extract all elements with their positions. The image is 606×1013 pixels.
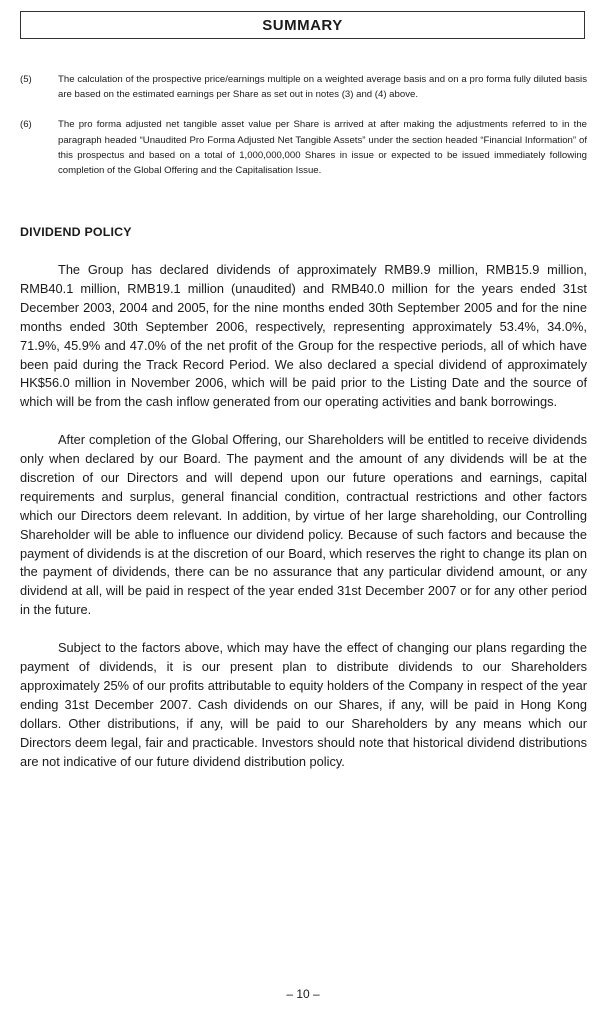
notes-list xyxy=(20,72,587,193)
page-number: – 10 – xyxy=(286,987,320,1001)
body-paragraph: The Group has declared dividends of approximately RMB9.9 million, RMB15.9 million, RMB40.1 million, RMB19.1 million (unaudited) and RMB40.0 million for the years ended 31st December 2003, 2004 and 2005, for the nine months ended 30th September 2005 and for the nine months ended 30th September 2006, respectively, representing approximately 53.4%, 34.0%, 71.9%, 45.9% and 47.0% of the net profit of the Group for the respective periods, all of which have been paid during the Track Record Period. We also declared a special dividend of approximately HK$56.0 million in November 2006, which will be paid prior to the Listing Date and the source of which will be from the cash inflow generated from our operating activities and bank borrowings. xyxy=(20,262,587,410)
note-text: The calculation of the prospective price/earnings multiple on a weighted average basis and on a pro forma fully diluted basis are based on the estimated earnings per Share as set out in notes (3) and (4) above. xyxy=(58,74,587,101)
summary-header-box xyxy=(20,11,585,39)
body-paragraph: After completion of the Global Offering, our Shareholders will be entitled to receive dividends only when declared by our Board. The payment and the amount of any dividends will be at the discretion of our Directors and will depend upon our future operations and earnings, capital requirements and surplus, general financial condition, contractual restrictions and other factors which our Directors deem relevant. In addition, by virtue of her large shareholding, our Controlling Shareholder will be able to influence our dividend policy. Because of such factors and because the payment of dividends is at the discretion of our Board, which reserves the right to change its plan on the payment of dividends, there can be no assurance that any particular dividend amount, or any dividend at all, will be paid in respect of the year ended 31st December 2007 or for any other period in the future. xyxy=(20,432,587,618)
note-number: (6) xyxy=(20,119,32,131)
page-title: SUMMARY xyxy=(262,16,343,34)
section-heading: DIVIDEND POLICY xyxy=(20,225,132,239)
note-item xyxy=(20,117,587,178)
note-number: (5) xyxy=(20,74,32,85)
section-body xyxy=(20,261,587,790)
note-item xyxy=(20,72,587,102)
body-paragraph: Subject to the factors above, which may have the effect of changing our plans regarding the payment of dividends, it is our present plan to distribute dividends to our Shareholders approximately 25% of our profits attributable to equity holders of the Company in respect of the year ending 31st December 2007. Cash dividends on our Shares, if any, will be paid in Hong Kong dollars. Other distributions, if any, will be paid to our Shareholders by any means which our Directors deem legal, fair and practicable. Investors should note that historical dividend distributions are not indicative of our future dividend distribution policy. xyxy=(20,640,587,769)
note-text: The pro forma adjusted net tangible asset value per Share is arrived at after making the adjustments referred to in the paragraph headed “Unaudited Pro Forma Adjusted Net Tangible Assets” under the section headed “Financial Information” of this prospectus and based on a total of 1,000,000,000 Shares in issue or expected to be issued immediately following completion of the Global Offering and the Capitalisation Issue. xyxy=(58,119,587,177)
